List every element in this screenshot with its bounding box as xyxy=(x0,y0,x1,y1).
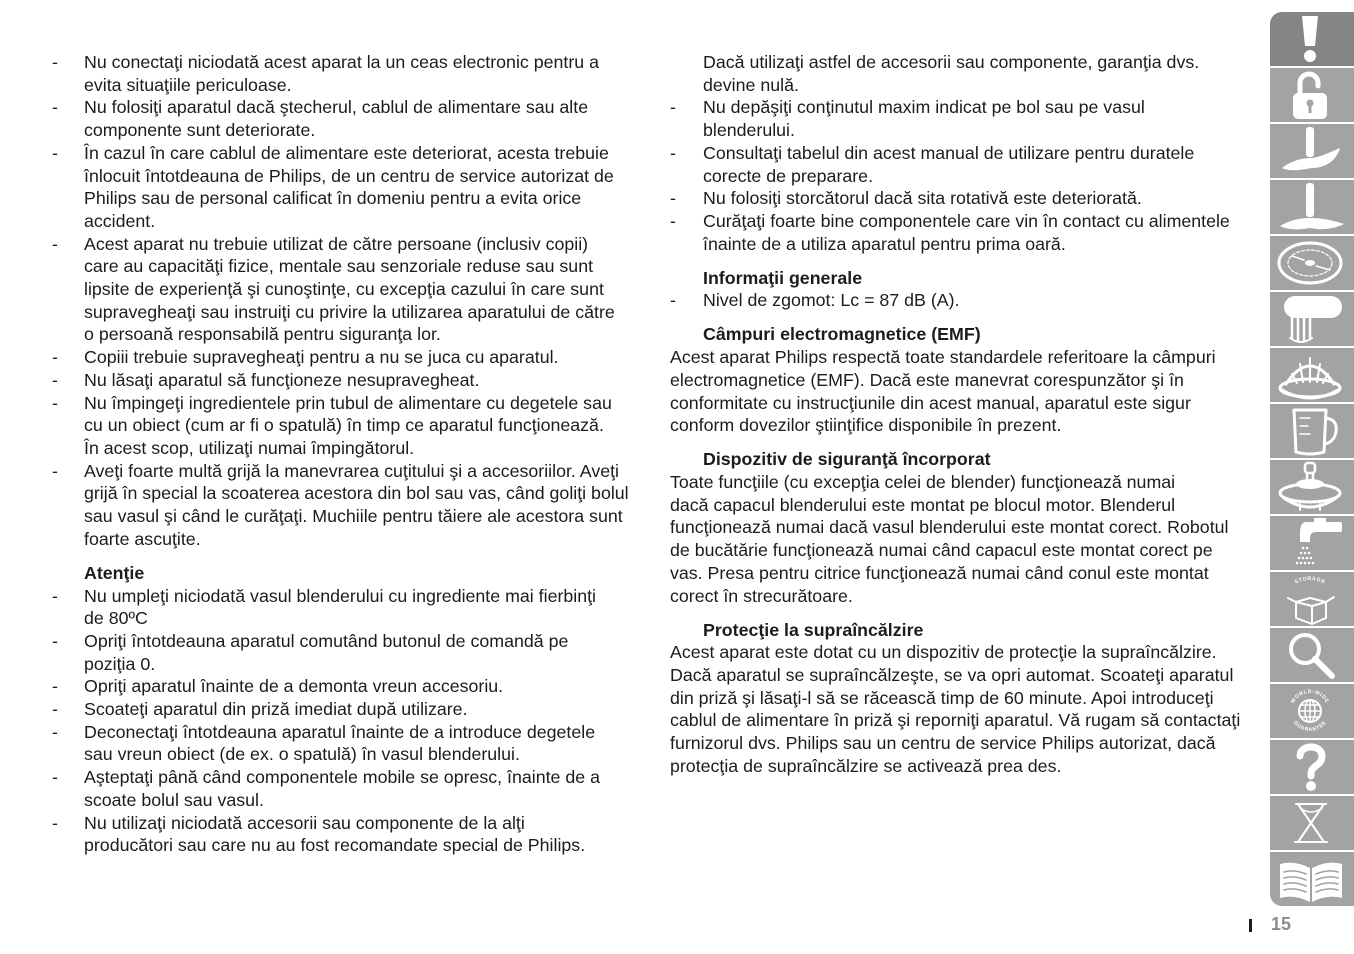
sidebar-tab-exclamation xyxy=(1270,12,1354,66)
bullet-item xyxy=(52,721,642,766)
section-heading: Atenţie xyxy=(84,562,145,583)
body-paragraph: Toate funcţiile (cu excepţia celei de blender) funcţionează numai dacă capacul blenderului este montat pe blocul motor. Blenderul funcţionează numai dacă vasul blenderului este montat corect. Robotul de bucătărie funcţionează numai când capacul este montat corect pe vas. Presa pentru citrice funcţionează numai când conul este montat corect în strecurătoare. xyxy=(670,471,1229,606)
sidebar-tab-globe xyxy=(1270,684,1354,738)
bullet-item xyxy=(52,675,642,698)
sidebar-tab-crossed-bin xyxy=(1270,796,1354,850)
bullet-dash: - xyxy=(52,721,58,742)
bullet-item xyxy=(670,187,1266,210)
bullet-dash: - xyxy=(52,676,58,697)
bullet-text: Nu depăşiţi conţinutul maxim indicat pe bol sau pe vasul blenderului. xyxy=(703,97,1145,141)
bullet-dash: - xyxy=(52,369,58,390)
bullet-text: Nu umpleţi niciodată vasul blenderului cu ingrediente mai fierbinţi de 80ºC xyxy=(84,585,596,629)
bullet-text: Deconectaţi întotdeauna aparatul înainte de a introduce degetele sau vreun obiect (de ex. o spatulă) în vasul blenderului. xyxy=(84,721,596,765)
bullet-text: Curăţaţi foarte bine componentele care vin în contact cu alimentele înainte de a utiliza aparatul pentru prima oară. xyxy=(703,210,1230,254)
bullet-item xyxy=(670,210,1266,255)
padlock-open-icon xyxy=(1270,68,1354,122)
bullet-item xyxy=(52,812,642,857)
bullet-dash: - xyxy=(52,460,58,481)
dough-blade-icon xyxy=(1270,180,1354,234)
exclamation-icon xyxy=(1270,12,1354,66)
bullet-text: În cazul în care cablul de alimentare este deteriorat, acesta trebuie înlocuit întotdeauna de Philips, de un centru de service autorizat de Philips sau de personal calificat în domeniu pentru a evita orice accident. xyxy=(84,142,614,231)
slicing-disc-icon xyxy=(1270,236,1354,290)
bullet-item xyxy=(670,289,1266,312)
sidebar-tab-question-mark xyxy=(1270,740,1354,794)
whisk-icon xyxy=(1270,292,1354,346)
section-heading: Protecţie la supraîncălzire xyxy=(703,619,924,640)
crossed-bin-icon xyxy=(1270,796,1354,850)
bullet-text: Opriţi întotdeauna aparatul comutând butonul de comandă pe poziţia 0. xyxy=(84,630,569,674)
storage-box-icon xyxy=(1270,572,1354,626)
bullet-item xyxy=(52,51,642,96)
bullet-item xyxy=(52,369,642,392)
bullet-text: Nu folosiţi aparatul dacă ştecherul, cablul de alimentare sau alte componente sunt deteriorate. xyxy=(84,97,589,141)
bullet-item xyxy=(52,630,642,675)
bullet-dash: - xyxy=(670,97,676,118)
bullet-text: Nu folosiţi storcătorul dacă sita rotativă este deteriorată. xyxy=(703,188,1142,209)
bullet-item xyxy=(52,460,642,551)
bullet-dash: - xyxy=(52,97,58,118)
bullet-dash: - xyxy=(52,142,58,163)
bullet-dash: - xyxy=(52,812,58,833)
bullet-dash: - xyxy=(52,347,58,368)
sidebar-tab-whisk xyxy=(1270,292,1354,346)
tap-icon xyxy=(1270,516,1354,570)
section-heading: Dispozitiv de siguranţă încorporat xyxy=(703,449,991,470)
guarantee-label-top: WORLD-WIDE xyxy=(1290,688,1330,705)
sidebar-tab-dough-blade xyxy=(1270,180,1354,234)
page-number: 15 xyxy=(1271,914,1292,934)
bullet-item xyxy=(52,233,642,347)
magnifier-icon xyxy=(1270,628,1354,682)
right-column xyxy=(670,51,1266,777)
juicer-icon xyxy=(1270,460,1354,514)
bullet-dash: - xyxy=(52,233,58,254)
chopping-blade-icon xyxy=(1270,124,1354,178)
bullet-dash: - xyxy=(670,188,676,209)
bullet-text: Nu conectaţi niciodată acest aparat la un ceas electronic pentru a evita situaţiile periculoase. xyxy=(84,52,599,95)
page-number-divider xyxy=(1249,919,1252,932)
bullet-item xyxy=(52,346,642,369)
sidebar-tab-juicer xyxy=(1270,460,1354,514)
bullet-item xyxy=(52,698,642,721)
sidebar-tab-slicing-disc xyxy=(1270,236,1354,290)
bullet-item xyxy=(670,96,1266,141)
bullet-dash: - xyxy=(670,142,676,163)
bullet-item xyxy=(52,585,642,630)
globe-icon xyxy=(1270,684,1354,738)
bullet-item xyxy=(52,142,642,233)
svg-text:STORAGE xyxy=(1294,576,1326,586)
bullet-text: Nu utilizaţi niciodată accesorii sau componente de la alţi producători sau care nu au fost recomandate special de Philips. xyxy=(84,812,586,856)
guarantee-label-bottom: GUARANTEE xyxy=(1291,719,1329,734)
sidebar-tab-tap xyxy=(1270,516,1354,570)
bullet-item xyxy=(670,142,1266,187)
citrus-press-icon xyxy=(1270,348,1354,402)
bullet-dash: - xyxy=(52,767,58,788)
blender-jar-icon xyxy=(1270,404,1354,458)
sidebar-tab-magnifier xyxy=(1270,628,1354,682)
continued-bullet-text: Dacă utilizaţi astfel de accesorii sau componente, garanţia dvs. devine nulă. xyxy=(703,52,1200,95)
bullet-text: Nivel de zgomot: Lc = 87 dB (A). xyxy=(703,290,960,311)
bullet-item xyxy=(52,766,642,811)
bullet-dash: - xyxy=(52,585,58,606)
sidebar-tab-blender-jar xyxy=(1270,404,1354,458)
section-tab-sidebar xyxy=(1270,12,1354,906)
sidebar-tab-book xyxy=(1270,852,1354,906)
bullet-dash: - xyxy=(670,210,676,231)
bullet-text: Nu lăsaţi aparatul să funcţioneze nesupravegheat. xyxy=(84,369,480,390)
left-column xyxy=(52,51,642,857)
sidebar-tab-padlock-open xyxy=(1270,68,1354,122)
storage-label: STORAGE xyxy=(1293,575,1327,586)
bullet-item xyxy=(52,392,642,460)
book-icon xyxy=(1270,852,1354,906)
question-mark-icon xyxy=(1270,740,1354,794)
sidebar-tab-chopping-blade xyxy=(1270,124,1354,178)
bullet-text: Copiii trebuie supravegheaţi pentru a nu se juca cu aparatul. xyxy=(84,347,559,368)
body-paragraph: Acest aparat este dotat cu un dispozitiv de protecţie la supraîncălzire. Dacă aparatul se supraîncălzeşte, se va opri automat. Scoateţi aparatul din priză şi lăsaţi-l să se răcească timp de 60 minute. Apoi introduceţi cablul de alimentare în priză şi reporniţi aparatul. Vă rugam să contactaţi furnizorul dvs. Philips sau un centru de service Philips autorizat, dacă protecţia de supraîncălzire se activează prea des. xyxy=(670,642,1241,776)
bullet-dash: - xyxy=(670,290,676,311)
section-heading: Câmpuri electromagnetice (EMF) xyxy=(703,324,981,345)
sidebar-tab-storage-box xyxy=(1270,572,1354,626)
bullet-text: Nu împingeţi ingredientele prin tubul de alimentare cu degetele sau cu un obiect (cum ar fi o spatulă) în timp ce aparatul funcţionează. În acest scop, utilizaţi numai împingătorul. xyxy=(84,392,612,458)
section-heading: Informaţii generale xyxy=(703,267,863,288)
bullet-text: Aşteptaţi până când componentele mobile se opresc, înainte de a scoate bolul sau vasul. xyxy=(84,767,600,810)
bullet-text: Consultaţi tabelul din acest manual de utilizare pentru duratele corecte de preparare. xyxy=(703,142,1195,186)
bullet-dash: - xyxy=(52,392,58,413)
bullet-dash: - xyxy=(52,52,58,72)
bullet-text: Acest aparat nu trebuie utilizat de către persoane (inclusiv copii) care au capacităţi fizice, mentale sau senzoriale reduse sau sunt lipsite de experienţă şi cunoştinţe, cu excepţia cazului în care sunt supravegheaţi sau instruiţi cu privire la utilizarea aparatului de către o persoană responsabilă pentru siguranţa lor. xyxy=(84,233,615,345)
bullet-text: Aveţi foarte multă grijă la manevrarea cuţitului şi a accesoriilor. Aveţi grijă în special la scoaterea acestora din bol sau vas, când goliţi bolul sau vasul şi când le curăţaţi. Muchiile pentru tăiere ale acestora sunt foarte ascuţite. xyxy=(84,460,629,549)
bullet-item xyxy=(52,96,642,141)
bullet-dash: - xyxy=(52,699,58,720)
bullet-text: Opriţi aparatul înainte de a demonta vreun accesoriu. xyxy=(84,676,504,697)
sidebar-tab-citrus-press xyxy=(1270,348,1354,402)
body-paragraph: Acest aparat Philips respectă toate standardele referitoare la câmpuri electromagnetice (EMF). Dacă este manevrat corespunzător şi în conformitate cu instrucţiunile din acest manual, aparatul este sigur conform dovezilor ştiinţifice disponibile în prezent. xyxy=(670,347,1216,436)
bullet-text: Scoateţi aparatul din priză imediat după utilizare. xyxy=(84,699,468,720)
bullet-dash: - xyxy=(52,630,58,651)
